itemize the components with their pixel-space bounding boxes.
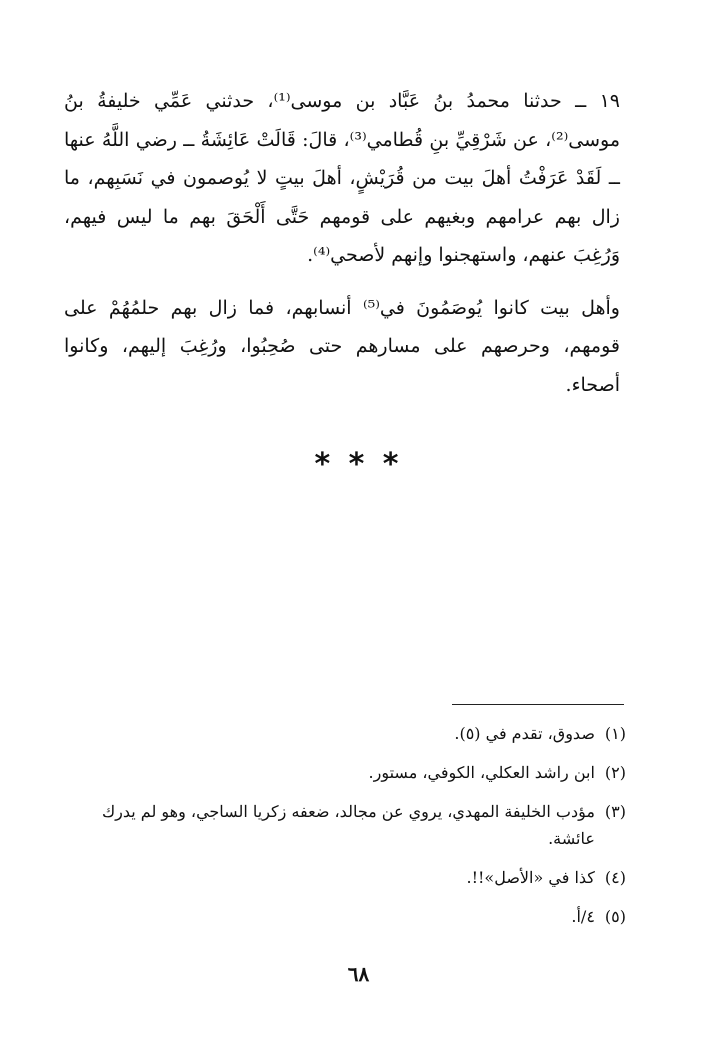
footnote-text: صدوق، تقدم في (٥).	[454, 724, 595, 743]
footnote-item	[64, 864, 626, 891]
hadith-paragraph: ١٩ ــ حدثنا محمدُ بنُ عَبَّاد بن موسى⁽¹⁾، حدثني عَمِّي خليفةُ بنُ موسى⁽²⁾، عن شَرْقِيِّ بنِ قُطامي⁽³⁾، قالَ: قَالَتْ عَائِشَةُ ــ رضي اللَّهُ عنها ــ لَقَدْ عَرَفْتُ أهلَ بيت من قُرَيْشٍ، أهلَ بيتٍ لا يُوصمون في نَسَبِهم، ما زال بهم عرامهم وبغيهم على قومهم حَتَّى أَلْحَقَ بهم ما ليس فيهم، وَرُغِبَ عنهم، واستهجنوا وإنهم لأصحي⁽⁴⁾.	[64, 90, 621, 266]
footnote-number: (٢)	[604, 763, 626, 782]
footnote-divider	[452, 704, 624, 705]
main-text-block	[64, 82, 620, 418]
footnote-text: كذا في «الأصل»!!.	[466, 868, 595, 887]
footnote-number: (١)	[604, 724, 626, 743]
footnote-number: (٤)	[604, 868, 626, 887]
footnote-text: ٤/أ.	[571, 907, 595, 926]
footnote-number: (٣)	[604, 802, 626, 821]
page-number: ٦٨	[347, 962, 370, 986]
footnote-number: (٥)	[604, 907, 626, 926]
footnote-text: مؤدب الخليفة المهدي، يروي عن مجالد، ضعفه زكريا الساجي، وهو لم يدرك عائشة.	[101, 802, 595, 848]
footnote-item	[64, 903, 626, 930]
footnote-item	[64, 759, 626, 786]
footnote-item	[64, 720, 626, 747]
section-separator: * * *	[314, 447, 403, 482]
footnote-item	[64, 798, 626, 852]
commentary-paragraph: وأهل بيت كانوا يُوصَمُونَ في⁽⁵⁾ أنسابهم، فما زال بهم حلمُهُمْ على قومهم، وحرصهم على مسارهم حتى صُحِبُوا، ورُغِبَ إليهم، وكانوا أصحاء.	[64, 296, 620, 396]
footnote-text: ابن راشد العكلي، الكوفي، مستور.	[368, 763, 595, 782]
footnotes-block	[64, 720, 626, 942]
